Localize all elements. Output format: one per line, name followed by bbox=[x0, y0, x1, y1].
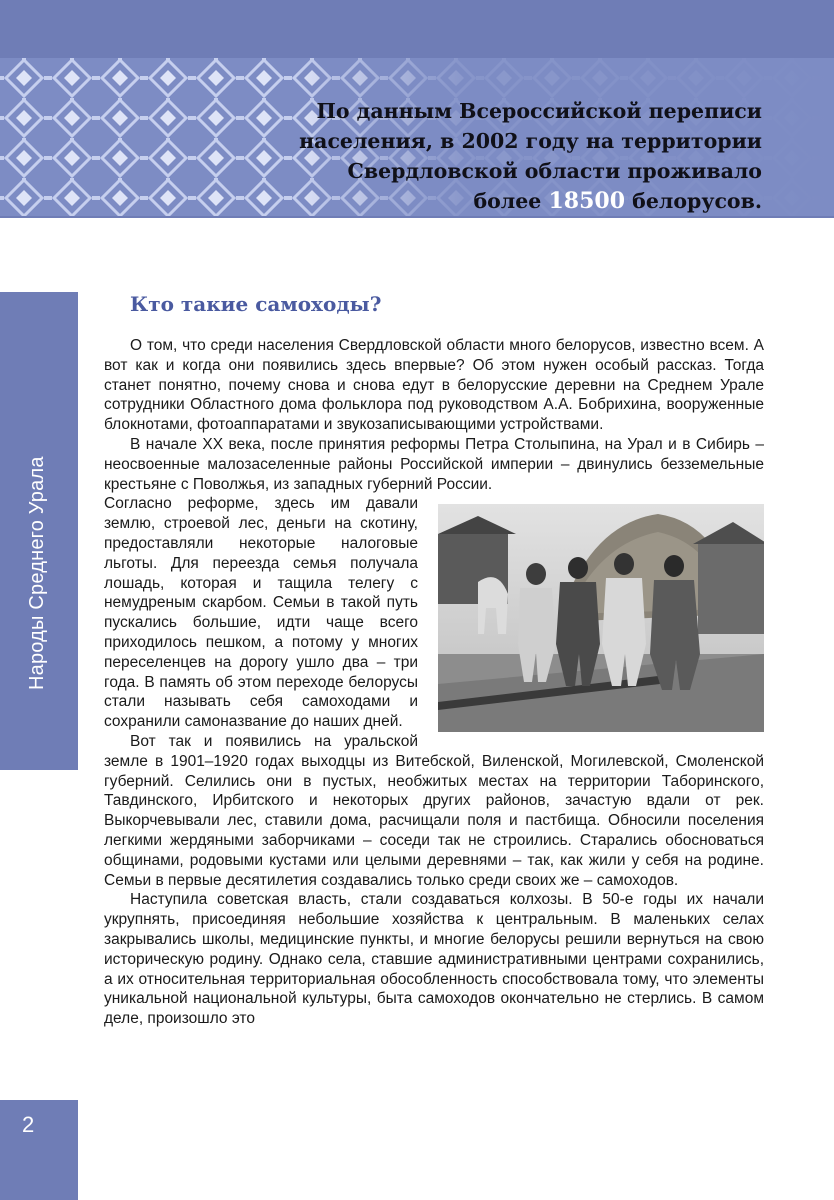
paragraph-2-continued: Согласно реформе, здесь им давали землю, строевой лес, деньги на скотину, предоставляли некоторые налоговые льготы. Для переезда семья получала лошадь, которая и тащила телегу с немудреным скарбом. Семьи в такой путь пускались большие, идти чаще всего приходилось пешком, а потому у многих переселенцев на дорогу ушло два – три года. В память об этом переходе белорусы стали называть себя самоходами и сохранили самоназвание до наших дней. bbox=[104, 495, 418, 731]
paragraph-2: В начале XX века, после принятия реформы Петра Столыпина, на Урал и в Сибирь – неосвоенные малозаселенные районы Российской империи – двинулись безземельные крестьяне с Поволжья, из западных губерний России. bbox=[104, 435, 764, 493]
paragraph-3: Вот так и появились на уральской земле в 1901–1920 годах выходцы из Витебской, Виленской, Могилевской, Смоленской губерний. Селились они в пустых, необжитых местах на территории Таборинского, Тавдинского, Ирбитского и некоторых других районов, зачастую вдали от рек. Выкорчевывали лес, ставили дома, расчищали поля и пастбища. Обносили поселения легкими жердяными заборчиками – соседи так не строились. Старались обосноваться общинами, родовыми кустами или целыми деревнями – так, как жили у себя на родине. Семьи в первые десятилетия создавались только среди своих же – самоходов. bbox=[104, 732, 764, 889]
header-banner bbox=[0, 0, 834, 218]
paragraph-4: Наступила советская власть, стали создаваться колхозы. В 50-е годы их начали укрупнять, присоединяя небольшие хозяйства к центральным. В маленьких селах закрывались школы, медицинские пункты, и многие белорусы решили вернуться на свою историческую родину. Однако села, ставшие административными центрами сохранились, а их относительная территориальная обособленность способствовала тому, что элементы уникальной национальной культуры, быта самоходов окончательно не стерлись. В самом деле, произошло это bbox=[104, 891, 764, 1028]
callout-line-3: Свердловской области проживало bbox=[347, 159, 762, 183]
historical-photo bbox=[438, 504, 764, 732]
article-heading: Кто такие самоходы? bbox=[130, 292, 382, 316]
census-callout bbox=[242, 96, 762, 216]
page-number-box bbox=[0, 1100, 78, 1200]
page-number: 2 bbox=[22, 1112, 35, 1137]
callout-line-1: По данным Всероссийской переписи bbox=[316, 99, 762, 123]
callout-line-2: населения, в 2002 году на территории bbox=[299, 129, 762, 153]
section-title-vertical: Народы Среднего Урала bbox=[26, 456, 48, 690]
population-number: 18500 bbox=[548, 188, 626, 214]
paragraph-1: О том, что среди населения Свердловской области много белорусов, известно всем. А вот как и когда они появились здесь впервые? Об этом нужен особый рассказ. Тогда станет понятно, почему снова и снова едут в белорусские деревни на Среднем Урале сотрудники Областного дома фольклора под руководством А.А. Бобрихина, вооруженные блокнотами, фотоаппаратами и звукозаписывающими устройствами. bbox=[104, 337, 764, 434]
article-body bbox=[104, 336, 764, 1029]
callout-line-4: более 18500 белорусов. bbox=[473, 188, 762, 214]
